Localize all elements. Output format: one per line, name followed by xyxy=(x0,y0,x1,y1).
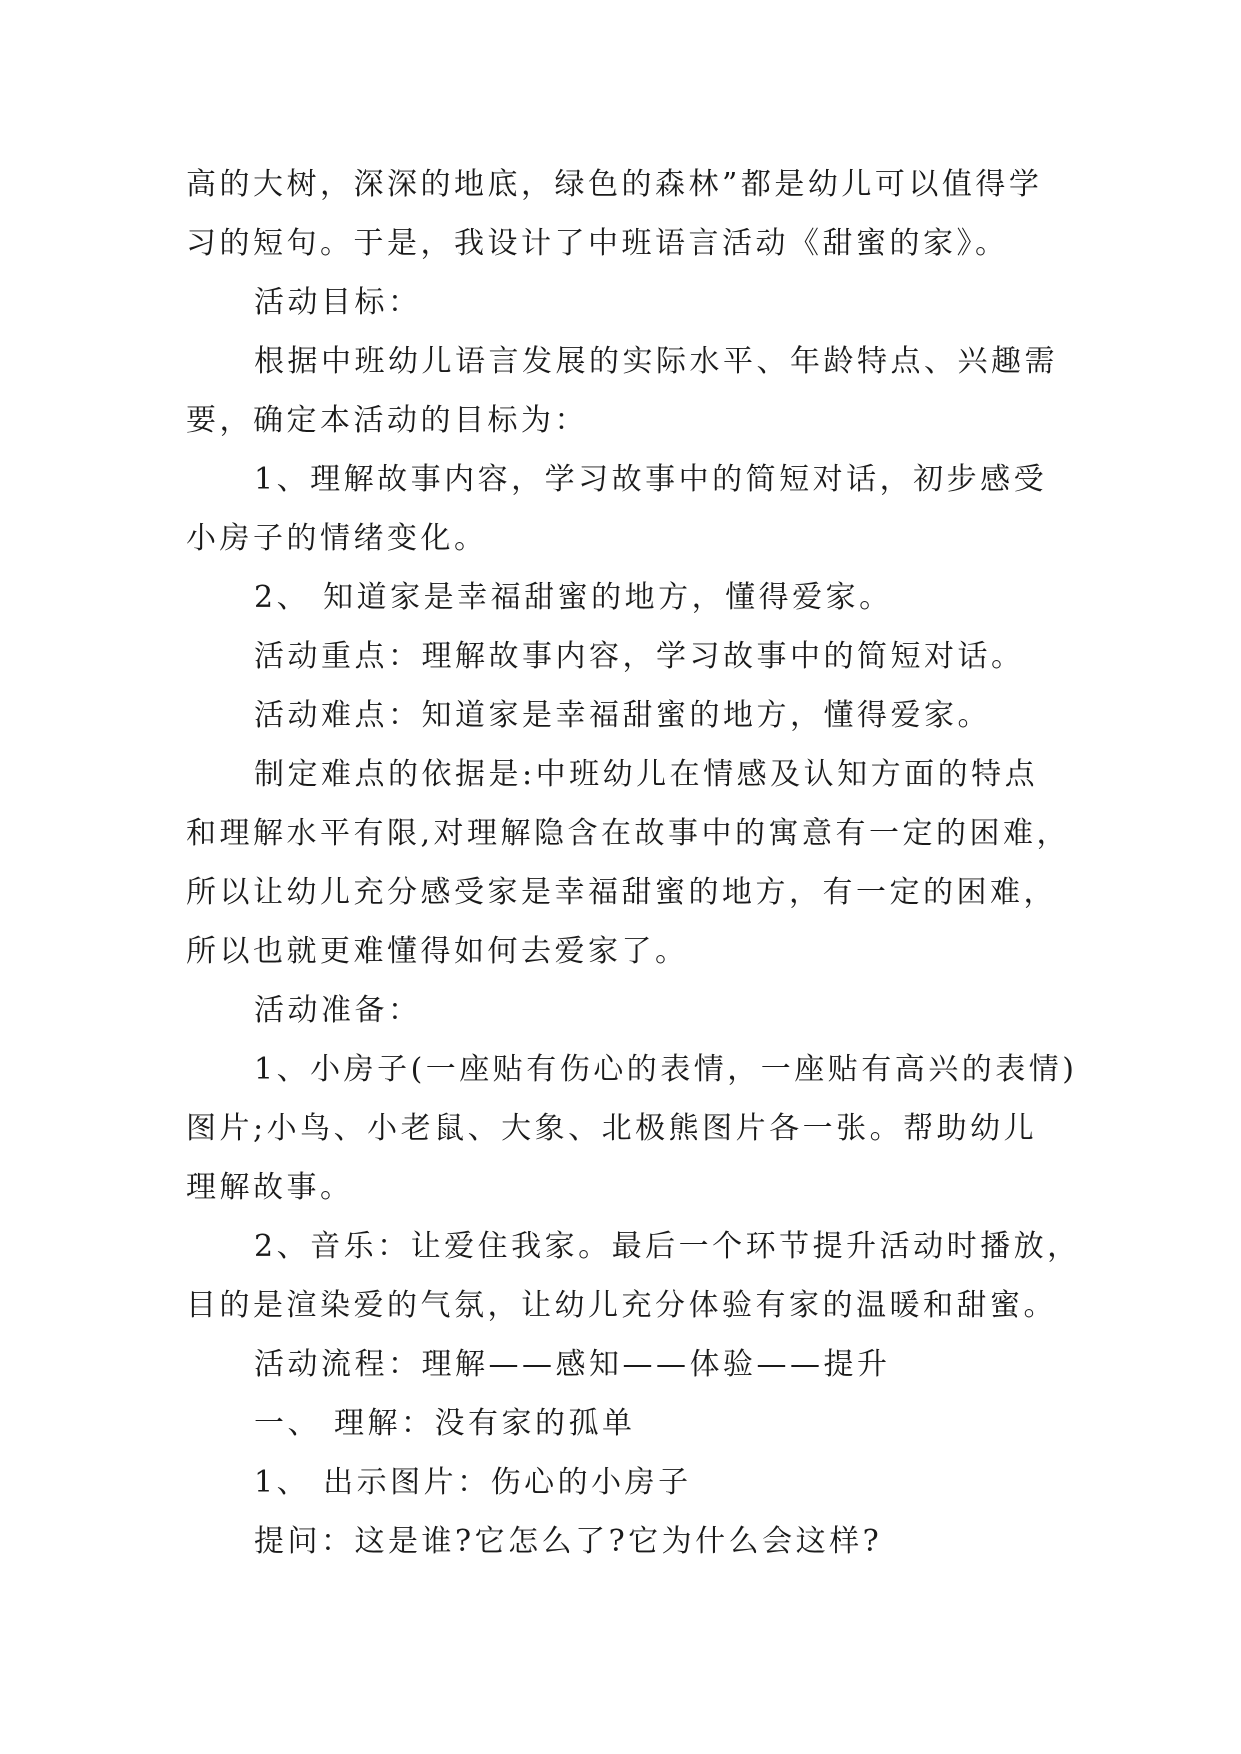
text-line: 要，确定本活动的目标为： xyxy=(186,403,588,438)
text-line: 目的是渲染爱的气氛，让幼儿充分体验有家的温暖和甜蜜。 xyxy=(186,1288,1057,1323)
text-line: 活动目标： xyxy=(254,285,422,320)
text-line: 活动难点：知道家是幸福甜蜜的地方，懂得爱家。 xyxy=(254,698,991,733)
text-line: 所以让幼儿充分感受家是幸福甜蜜的地方，有一定的困难， xyxy=(186,875,1057,910)
text-line: 2、 知道家是幸福甜蜜的地方，懂得爱家。 xyxy=(254,580,893,615)
text-line: 图片;小鸟、小老鼠、大象、北极熊图片各一张。帮助幼儿 xyxy=(186,1111,1038,1146)
text-line: 高的大树，深深的地底，绿色的森林”都是幼儿可以值得学 xyxy=(186,167,1043,202)
text-line: 习的短句。于是，我设计了中班语言活动《甜蜜的家》。 xyxy=(186,226,1009,261)
text-line: 活动重点：理解故事内容，学习故事中的简短对话。 xyxy=(254,639,1025,674)
text-line: 1、理解故事内容，学习故事中的简短对话，初步感受 xyxy=(254,462,1048,497)
text-line: 根据中班幼儿语言发展的实际水平、年龄特点、兴趣需 xyxy=(254,344,1058,379)
text-line: 1、 出示图片：伤心的小房子 xyxy=(254,1465,692,1500)
text-line: 1、小房子(一座贴有伤心的表情，一座贴有高兴的表情) xyxy=(254,1052,1078,1087)
text-line: 所以也就更难懂得如何去爱家了。 xyxy=(186,934,689,969)
text-line: 活动准备： xyxy=(254,993,422,1028)
text-line: 理解故事。 xyxy=(186,1170,354,1205)
text-line: 和理解水平有限,对理解隐含在故事中的寓意有一定的困难， xyxy=(186,816,1071,851)
text-line: 小房子的情绪变化。 xyxy=(186,521,488,556)
text-line: 活动流程：理解——感知——体验——提升 xyxy=(254,1347,891,1382)
text-line: 一、 理解：没有家的孤单 xyxy=(254,1406,636,1441)
text-line: 2、音乐：让爱住我家。最后一个环节提升活动时播放， xyxy=(254,1229,1081,1264)
text-line: 提问：这是谁?它怎么了?它为什么会这样? xyxy=(254,1524,883,1559)
document-body xyxy=(186,155,1081,1571)
text-line: 制定难点的依据是:中班幼儿在情感及认知方面的特点 xyxy=(254,757,1039,792)
